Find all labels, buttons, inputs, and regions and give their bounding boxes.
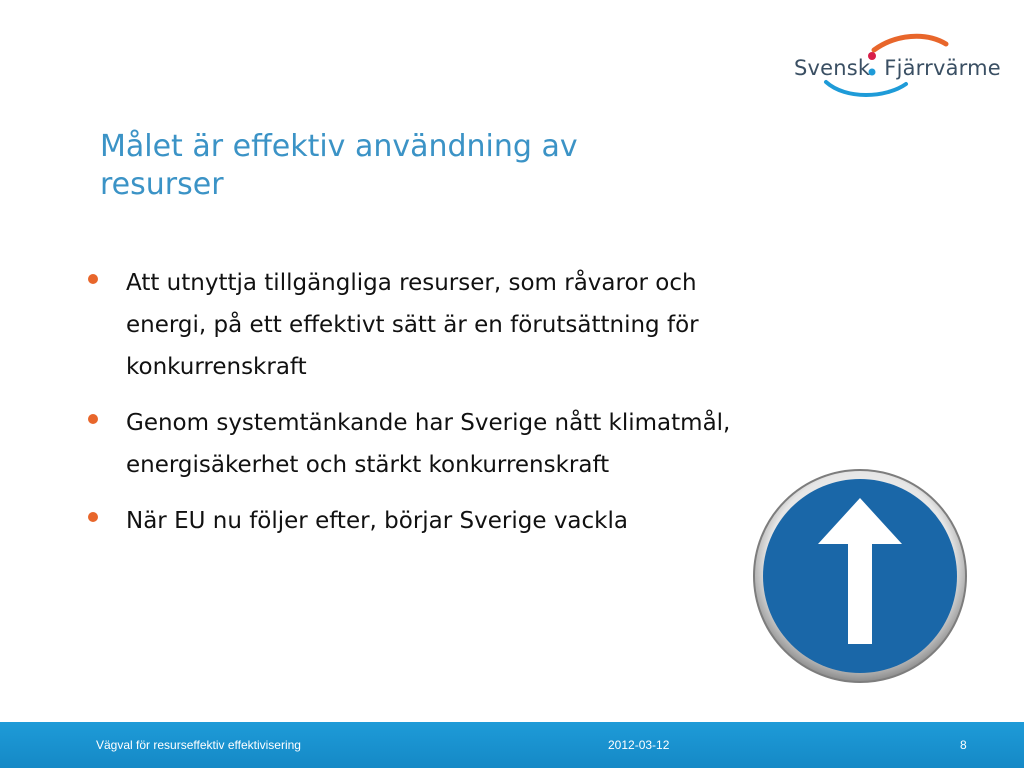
bullet-text: Att utnyttja tillgängliga resurser, som råvaror och energi, på ett effektivt sätt är en förutsättning för konkurrenskraft — [126, 270, 699, 380]
bullet-dot-icon — [88, 512, 98, 522]
bullet-text: Genom systemtänkande har Sverige nått klimatmål, energisäkerhet och stärkt konkurrenskraft — [126, 410, 731, 478]
bullet-dot-icon — [88, 414, 98, 424]
slide-title — [100, 128, 700, 204]
logo-word-right: Fjärrvärme — [884, 56, 1001, 80]
ahead-only-road-sign — [752, 468, 968, 684]
bullet-dot-icon — [88, 274, 98, 284]
logo-wordmark — [794, 56, 1001, 80]
bullet-list — [88, 262, 748, 556]
bullet-item — [88, 500, 748, 542]
bullet-item — [88, 402, 748, 486]
footer-page-number: 8 — [960, 738, 967, 752]
footer-bar — [0, 722, 1024, 768]
bullet-item — [88, 262, 748, 388]
bullet-text: När EU nu följer efter, börjar Sverige vackla — [126, 508, 628, 534]
logo-word-left: Svensk — [794, 56, 871, 80]
footer-date: 2012-03-12 — [608, 738, 670, 752]
footer-presentation-title: Vägval för resurseffektiv effektivisering — [96, 738, 301, 752]
svensk-fjarrvarme-logo — [786, 32, 1001, 102]
title-line-2: resurser — [100, 167, 224, 202]
title-line-1: Målet är effektiv användning av — [100, 129, 578, 164]
